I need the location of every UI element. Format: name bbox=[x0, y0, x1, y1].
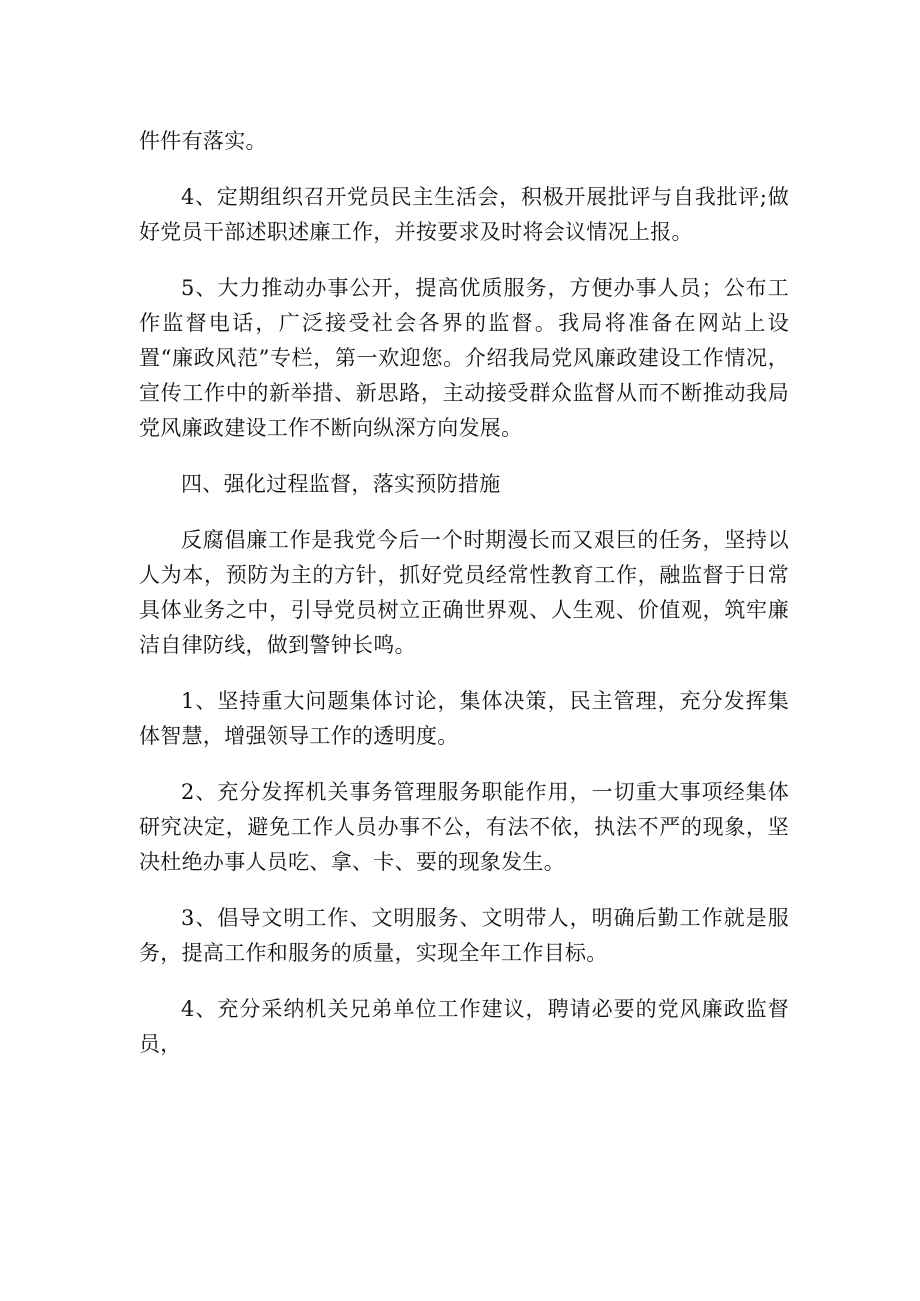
paragraph-item-1-collective-decision: 1、坚持重大问题集体讨论，集体决策，民主管理，充分发挥集体智慧，增强领导工作的透明度。 bbox=[139, 689, 789, 748]
paragraph-item-2-service-function: 2、充分发挥机关事务管理服务职能作用，一切重大事项经集体研究决定，避免工作人员办事不公，有法不依，执法不严的现象，坚决杜绝办事人员吃、拿、卡、要的现象发生。 bbox=[139, 780, 789, 874]
section-heading-four: 四、强化过程监督，落实预防措施 bbox=[181, 472, 501, 496]
paragraph-item-4-supervisors: 4、充分采纳机关兄弟单位工作建议，聘请必要的党风廉政监督员， bbox=[139, 997, 789, 1056]
paragraph-continuation: 件件有落实。 bbox=[139, 129, 267, 153]
document-body bbox=[139, 124, 789, 1083]
paragraph-item-4-democratic-life: 4、定期组织召开党员民主生活会，积极开展批评与自我批评;做好党员干部述职述廉工作，并按要求及时将会议情况上报。 bbox=[139, 185, 789, 244]
paragraph-item-3-civilized-work: 3、倡导文明工作、文明服务、文明带人，明确后勤工作就是服务，提高工作和服务的质量，实现全年工作目标。 bbox=[139, 906, 789, 965]
paragraph-item-5-open-affairs: 5、大力推动办事公开，提高优质服务，方便办事人员；公布工作监督电话，广泛接受社会各界的监督。我局将准备在网站上设置“廉政风范”专栏，第一欢迎您。介绍我局党风廉政建设工作情况，宣传工作中的新举措、新思路，主动接受群众监督从而不断推动我局党风廉政建设工作不断向纵深方向发展。 bbox=[139, 276, 789, 440]
paragraph-anti-corruption-intro: 反腐倡廉工作是我党今后一个时期漫长而又艰巨的任务，坚持以人为本，预防为主的方针，抓好党员经常性教育工作，融监督于日常具体业务之中，引导党员树立正确世界观、人生观、价值观，筑牢廉洁自律防线，做到警钟长鸣。 bbox=[139, 528, 789, 657]
